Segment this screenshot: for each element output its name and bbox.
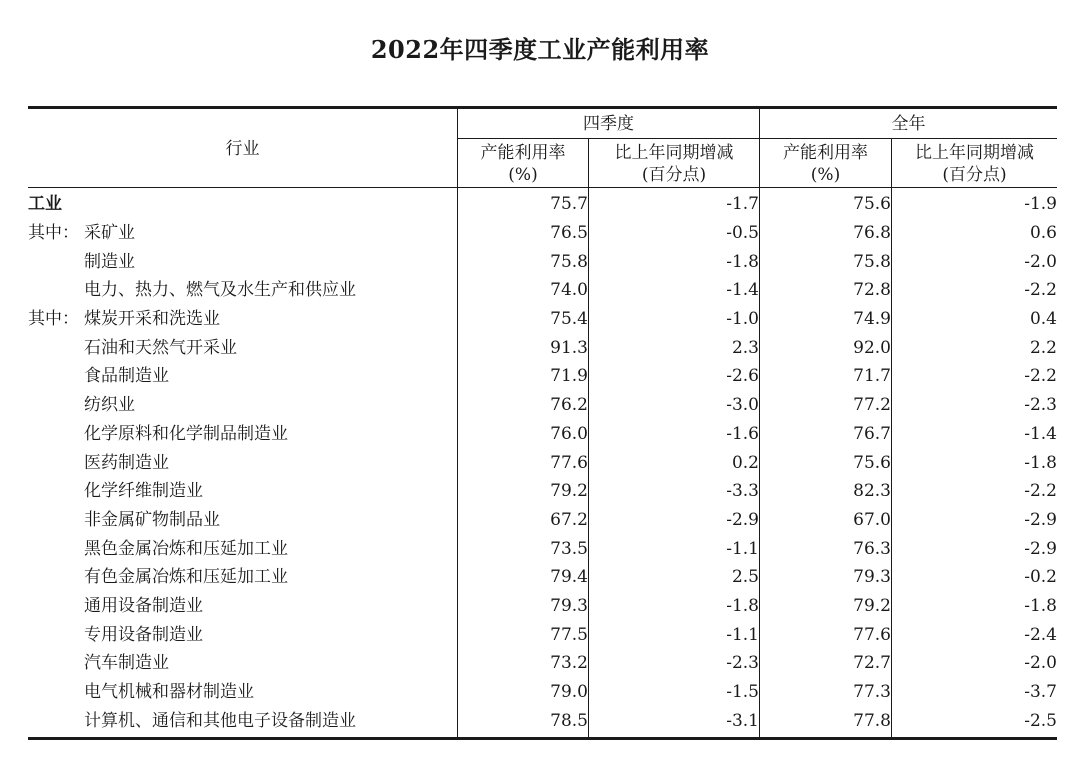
- q4-change-cell: -1.7: [726, 194, 759, 215]
- table-row: [28, 563, 1057, 592]
- q4-change-cell: -1.4: [726, 280, 759, 301]
- q4-rate-cell: 79.0: [550, 682, 588, 703]
- industry-name: 医药制造业: [84, 452, 169, 473]
- fy-rate-cell: 75.6: [853, 452, 891, 473]
- q4-change-cell: -1.8: [726, 251, 759, 272]
- industry-name: 食品制造业: [84, 366, 169, 387]
- q4-rate-cell: 75.7: [550, 194, 588, 215]
- fy-rate-cell: 76.3: [853, 538, 891, 559]
- industry-cell: [28, 706, 457, 735]
- q4-rate-cell: 73.2: [550, 653, 588, 674]
- industry-name: 石油和天然气开采业: [84, 337, 237, 358]
- fy-change-cell: 0.6: [1029, 223, 1057, 244]
- table-row: [28, 276, 1057, 305]
- industry-cell: [28, 678, 457, 707]
- q4-rate-cell: 76.0: [550, 423, 588, 444]
- industry-prefix: 其中：: [28, 223, 79, 244]
- fy-change-cell: -2.2: [1024, 280, 1057, 301]
- change-label: 比上年同期增减: [614, 143, 734, 163]
- q4-rate-cell: 79.2: [550, 481, 588, 502]
- industry-name: 计算机、通信和其他电子设备制造业: [84, 710, 356, 731]
- fy-change-header: [892, 142, 1057, 186]
- industry-cell: [28, 247, 457, 276]
- table-row: [28, 506, 1057, 535]
- q4-rate-cell: 73.5: [550, 538, 588, 559]
- fy-change-cell: -1.4: [1024, 423, 1057, 444]
- q4-change-cell: 2.5: [731, 567, 759, 588]
- q4-change-cell: -2.9: [726, 509, 759, 530]
- q4-rate-cell: 77.6: [550, 452, 588, 473]
- fy-change-cell: -2.9: [1024, 538, 1057, 559]
- change-unit: (百分点): [641, 165, 707, 185]
- fy-rate-cell: 79.3: [853, 567, 891, 588]
- q4-change-cell: -1.8: [726, 595, 759, 616]
- q4-change-cell: 0.2: [731, 452, 759, 473]
- q4-rate-cell: 78.5: [550, 710, 588, 731]
- rate-label: 产能利用率: [480, 143, 566, 163]
- fy-rate-cell: 75.8: [853, 251, 891, 272]
- industry-cell: [28, 506, 457, 535]
- industry-name: 纺织业: [84, 395, 135, 416]
- industry-cell: [28, 305, 457, 334]
- fy-rate-cell: 67.0: [853, 509, 891, 530]
- fy-change-cell: 2.2: [1029, 337, 1057, 358]
- industry-name: 制造业: [84, 251, 135, 272]
- fy-change-cell: -1.8: [1024, 452, 1057, 473]
- fy-change-cell: -2.0: [1024, 653, 1057, 674]
- industry-name: 工业: [28, 194, 62, 215]
- fy-change-cell: -2.9: [1024, 509, 1057, 530]
- fy-change-cell: -2.5: [1024, 710, 1057, 731]
- table-row: [28, 620, 1057, 649]
- fy-rate-cell: 76.8: [853, 223, 891, 244]
- industry-cell: [28, 620, 457, 649]
- change-label: 比上年同期增减: [915, 143, 1034, 163]
- table-row: [28, 448, 1057, 477]
- page-title: 2022年四季度工业产能利用率: [370, 35, 710, 64]
- q4-change-cell: -1.5: [726, 682, 759, 703]
- industry-cell: [28, 333, 457, 362]
- industry-name: 电力、热力、燃气及水生产和供应业: [84, 280, 356, 301]
- rate-unit: (%): [508, 165, 538, 185]
- fy-change-cell: -0.2: [1024, 567, 1057, 588]
- table-row: [28, 649, 1057, 678]
- industry-name: 煤炭开采和洗选业: [84, 309, 220, 330]
- table-row: [28, 391, 1057, 420]
- q4-rate-cell: 74.0: [550, 280, 588, 301]
- fy-rate-header: [760, 142, 891, 186]
- fy-change-cell: -3.7: [1024, 682, 1057, 703]
- q4-change-header: [589, 142, 759, 186]
- fy-rate-cell: 82.3: [853, 481, 891, 502]
- header-bottom-rule: [28, 187, 1057, 188]
- industry-cell: [28, 477, 457, 506]
- fy-rate-cell: 74.9: [853, 309, 891, 330]
- fy-rate-cell: 77.3: [853, 682, 891, 703]
- fy-rate-cell: 76.7: [853, 423, 891, 444]
- fy-rate-cell: 77.2: [853, 395, 891, 416]
- q4-change-cell: -3.3: [726, 481, 759, 502]
- capacity-utilization-table: [28, 190, 1057, 735]
- table-bottom-rule: [28, 737, 1057, 740]
- table-row: [28, 247, 1057, 276]
- fy-rate-cell: 71.7: [853, 366, 891, 387]
- fy-rate-cell: 77.8: [853, 710, 891, 731]
- q4-rate-cell: 67.2: [550, 509, 588, 530]
- fy-change-cell: -2.2: [1024, 366, 1057, 387]
- industry-name: 采矿业: [84, 223, 135, 244]
- fy-rate-cell: 72.7: [853, 653, 891, 674]
- industry-name: 汽车制造业: [84, 653, 169, 674]
- q4-rate-header: [458, 142, 588, 186]
- industry-cell: [28, 420, 457, 449]
- fy-rate-cell: 77.6: [853, 624, 891, 645]
- table-row: [28, 592, 1057, 621]
- fy-change-cell: -2.2: [1024, 481, 1057, 502]
- industry-cell: [28, 362, 457, 391]
- industry-cell: [28, 448, 457, 477]
- table-row: [28, 362, 1057, 391]
- industry-name: 通用设备制造业: [84, 595, 203, 616]
- q4-rate-cell: 71.9: [550, 366, 588, 387]
- table-top-rule: [28, 106, 1057, 109]
- table-row: [28, 190, 1057, 219]
- fy-change-cell: -1.8: [1024, 595, 1057, 616]
- table-row: [28, 305, 1057, 334]
- q4-rate-cell: 75.8: [550, 251, 588, 272]
- q4-change-cell: -1.1: [726, 538, 759, 559]
- table-row: [28, 706, 1057, 735]
- q4-change-cell: -2.3: [726, 653, 759, 674]
- q4-change-cell: -1.6: [726, 423, 759, 444]
- industry-name: 化学原料和化学制品制造业: [84, 423, 288, 444]
- q4-rate-cell: 77.5: [550, 624, 588, 645]
- fy-change-cell: -2.0: [1024, 251, 1057, 272]
- industry-cell: [28, 219, 457, 248]
- fy-change-cell: -1.9: [1024, 194, 1057, 215]
- q4-rate-cell: 91.3: [550, 337, 588, 358]
- industry-name: 有色金属冶炼和压延加工业: [84, 567, 288, 588]
- industry-prefix: 其中：: [28, 309, 79, 330]
- fy-rate-cell: 75.6: [853, 194, 891, 215]
- fy-rate-cell: 92.0: [853, 337, 891, 358]
- q4-rate-cell: 76.2: [550, 395, 588, 416]
- industry-header: 行业: [225, 139, 260, 159]
- header-sub-rule: [458, 138, 1057, 139]
- industry-name: 化学纤维制造业: [84, 481, 203, 502]
- q4-change-cell: -1.1: [726, 624, 759, 645]
- table-row: [28, 477, 1057, 506]
- table-row: [28, 534, 1057, 563]
- industry-cell: [28, 592, 457, 621]
- fy-change-cell: 0.4: [1029, 309, 1057, 330]
- industry-name: 非金属矿物制品业: [84, 509, 220, 530]
- industry-cell: [28, 563, 457, 592]
- rate-unit: (%): [810, 165, 841, 185]
- industry-name: 黑色金属冶炼和压延加工业: [84, 538, 288, 559]
- industry-cell: [28, 276, 457, 305]
- industry-cell: [28, 534, 457, 563]
- q4-rate-cell: 75.4: [550, 309, 588, 330]
- change-unit: (百分点): [942, 165, 1007, 185]
- q4-rate-cell: 79.3: [550, 595, 588, 616]
- table-row: [28, 420, 1057, 449]
- industry-name: 专用设备制造业: [84, 624, 203, 645]
- industry-cell: [28, 190, 457, 219]
- q4-rate-cell: 79.4: [550, 567, 588, 588]
- fy-change-cell: -2.3: [1024, 395, 1057, 416]
- fy-rate-cell: 72.8: [853, 280, 891, 301]
- q4-change-cell: -3.0: [726, 395, 759, 416]
- full-year-header: 全年: [891, 114, 926, 134]
- q4-change-cell: -1.0: [726, 309, 759, 330]
- q4-change-cell: 2.3: [731, 337, 759, 358]
- q4-change-cell: -3.1: [726, 710, 759, 731]
- q4-rate-cell: 76.5: [550, 223, 588, 244]
- q4-change-cell: -2.6: [726, 366, 759, 387]
- industry-cell: [28, 649, 457, 678]
- rate-label: 产能利用率: [783, 143, 868, 163]
- table-row: [28, 219, 1057, 248]
- fy-rate-cell: 79.2: [853, 595, 891, 616]
- industry-name: 电气机械和器材制造业: [84, 682, 254, 703]
- q4-header: 四季度: [583, 114, 634, 134]
- industry-cell: [28, 391, 457, 420]
- table-row: [28, 333, 1057, 362]
- q4-change-cell: -0.5: [726, 223, 759, 244]
- table-row: [28, 678, 1057, 707]
- fy-change-cell: -2.4: [1024, 624, 1057, 645]
